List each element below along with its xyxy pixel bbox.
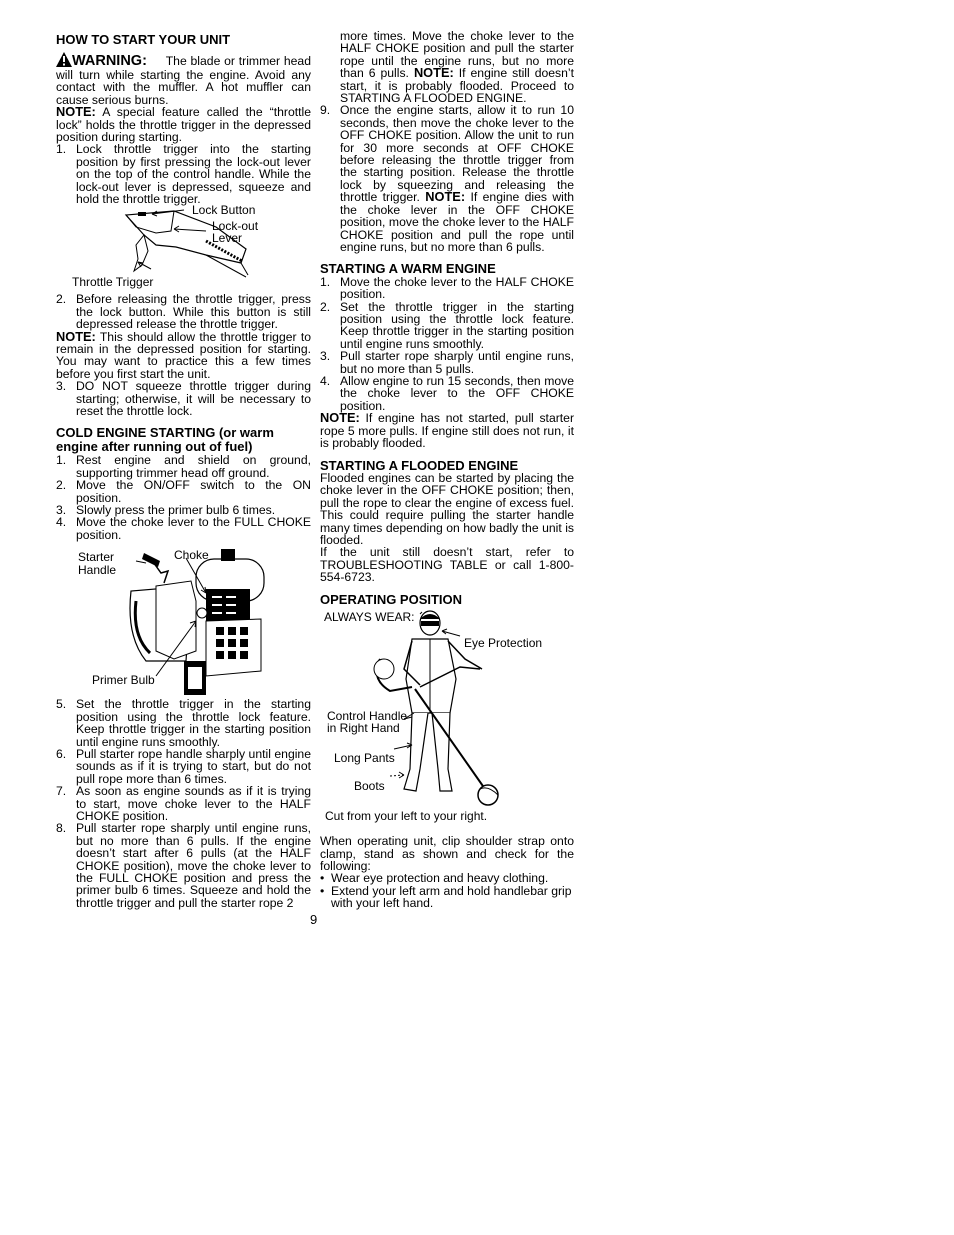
- note-text: This should allow the throttle trigger to remain in the depressed position for starting. You may want to practice this a few times before you first start the unit.: [56, 329, 311, 381]
- flooded-paragraph-2: If the unit still doesn’t start, refer to TROUBLESHOOTING TABLE or call 1-800-554-6723.: [320, 545, 574, 585]
- label-control-handle-2: in Right Hand: [327, 721, 400, 736]
- list-item: 7. As soon as engine sounds as if it is trying to start, move choke lever to the HALF CHOKE position.: [56, 784, 311, 823]
- list-item: 8. Pull starter rope sharply until engine runs, but no more than 6 pulls. If the engine doesn’t start after 6 pulls (at the HALF CHOKE position), move the choke lever to the FULL CHOKE position and press the primer bulb 6 times. Squeeze and hold the throttle trigger and pull the starter rope 2: [56, 821, 311, 910]
- steps-lock-throttle: [56, 143, 311, 205]
- list-item: 1. Move the choke lever to the HALF CHOKE position.: [320, 274, 574, 302]
- note-label: NOTE:: [56, 104, 96, 120]
- label-long-pants: Long Pants: [334, 751, 395, 766]
- list-item: 9. Once the engine starts, allow it to run 10 seconds, then move the choke lever to the OFF CHOKE position. Allow the unit to run for 30 more seconds at OFF CHOKE before releasing the throttle trigger from the starting position. Release the throttle lock by squeezing and releasing the throttle trigger. NOTE: If engine dies with the choke lever in the OFF CHOKE position, move the choke lever to the HALF CHOKE position and pull the rope until engine runs, but no more than 6 pulls.: [320, 103, 575, 254]
- label-throttle-trigger: Throttle Trigger: [72, 275, 154, 290]
- list-item: 3. Pull starter rope sharply until engine runs, but no more than 5 pulls.: [320, 349, 574, 376]
- list-item: 5. Set the throttle trigger in the starting position using the throttle lock feature. Keep throttle trigger in the starting position until engine runs smoothly.: [56, 697, 311, 749]
- list-item: 4. Allow engine to run 15 seconds, then move the choke lever to the OFF CHOKE position.: [320, 374, 574, 413]
- section-heading-warm-engine: STARTING A WARM ENGINE: [320, 261, 496, 277]
- warning-text: The blade or trimmer head will turn while starting the engine. Avoid any contact with the muffler. A hot muffler can cause serious burns.: [56, 53, 311, 107]
- list-item: 2. Before releasing the throttle trigger, press the lock button. While this button is still depressed release the throttle trigger.: [56, 292, 311, 332]
- steps-continued: [320, 30, 574, 253]
- label-boots: Boots: [354, 779, 385, 794]
- note-label: NOTE:: [425, 189, 466, 205]
- note-text: A special feature called the “throttle lock” holds the throttle trigger in the depressed position during starting.: [56, 105, 311, 144]
- left-column: [56, 30, 311, 909]
- steps-do-not-squeeze: [56, 380, 311, 417]
- warning-paragraph: [56, 52, 311, 107]
- throttle-lock-figure: [56, 205, 311, 293]
- section-heading-how-to-start: HOW TO START YOUR UNIT: [56, 32, 231, 47]
- operating-position-figure: [320, 609, 574, 825]
- label-starter-handle-1: Starter: [78, 550, 115, 565]
- right-column: [320, 30, 574, 910]
- list-item: • Wear eye protection and heavy clothing.: [320, 871, 549, 886]
- steps-cold-engine-b: [56, 698, 311, 909]
- list-item: 1. Rest engine and shield on ground, supporting trimmer head off ground.: [56, 453, 311, 480]
- note-practice: [56, 328, 311, 381]
- steps-warm-engine: [320, 276, 574, 412]
- label-control-handle-1: Control Handle: [327, 709, 408, 724]
- section-heading-cold-engine: COLD ENGINE STARTING (or warm engine after running out of fuel): [56, 425, 274, 454]
- label-primer-bulb: Primer Bulb: [92, 673, 155, 688]
- list-item: 3. DO NOT squeeze throttle trigger during starting; otherwise, it will be necessary to reset the throttle lock.: [56, 379, 311, 419]
- flooded-paragraph-1: Flooded engines can be started by placing the choke lever in the OFF CHOKE position; then, pull the rope to clear the engine of excess fuel. This could require pulling the starter handle many times depending on how badly the unit is flooded.: [320, 471, 574, 548]
- label-starter-handle-2: Handle: [78, 563, 117, 578]
- warning-label: WARNING:: [72, 52, 147, 69]
- operating-bullets: [320, 872, 574, 909]
- list-item: • Extend your left arm and hold handlebar grip with your left hand.: [320, 883, 572, 911]
- label-always-wear: ALWAYS WEAR:: [324, 610, 415, 625]
- list-item: 3. Slowly press the primer bulb 6 times.: [56, 503, 276, 518]
- list-item: 1. Lock throttle trigger into the starting position by first pressing the lock-out lever on the top of the control handle. While the lock-out lever is depressed, squeeze and hold the throttle trigger.: [56, 142, 311, 206]
- label-lockout-lever-2: Lever: [212, 231, 243, 246]
- section-heading-operating-position: OPERATING POSITION: [320, 591, 463, 607]
- list-item: 4. Move the choke lever to the FULL CHOKE position.: [56, 515, 311, 542]
- warning-triangle-icon: [56, 52, 72, 69]
- note-throttle-lock: [56, 106, 311, 143]
- label-choke: Choke: [174, 548, 209, 563]
- note-label: NOTE:: [413, 65, 454, 81]
- engine-controls-figure: [56, 541, 311, 698]
- steps-cold-engine-a: [56, 454, 311, 541]
- label-lockout-lever-1: Lock-out: [212, 219, 259, 234]
- operating-paragraph: When operating unit, clip shoulder strap onto clamp, stand as shown and check for the following:: [320, 834, 574, 873]
- note-label: NOTE:: [56, 328, 96, 344]
- list-item: 6. Pull starter rope handle sharply until engine sounds as if it is trying to start, but do not pull rope more than 6 times.: [56, 746, 311, 786]
- steps-release-trigger: [56, 293, 311, 330]
- page-number: 9: [310, 912, 318, 927]
- list-item: 2. Set the throttle trigger in the starting position using the throttle lock feature. Keep throttle trigger in the starting position until engine runs smoothly.: [320, 299, 574, 351]
- note-label: NOTE:: [320, 410, 360, 426]
- section-heading-flooded-engine: STARTING A FLOODED ENGINE: [320, 457, 519, 473]
- label-lock-button: Lock Button: [192, 203, 256, 218]
- note-not-started: NOTE: If engine has not started, pull starter rope 5 more pulls. If engine still does not run, it is probably flooded.: [320, 410, 575, 451]
- figure-caption: Cut from your left to your right.: [325, 809, 488, 824]
- label-eye-protection: Eye Protection: [464, 636, 543, 651]
- list-item: 2. Move the ON/OFF switch to the ON position.: [56, 478, 311, 505]
- list-item: more times. Move the choke lever to the HALF CHOKE position and pull the starter rope until the engine runs, but no more than 6 pulls. NOTE: If engine still doesn’t start, it is probably flooded. Proceed to STARTING A FLOODED ENGINE.: [340, 29, 574, 106]
